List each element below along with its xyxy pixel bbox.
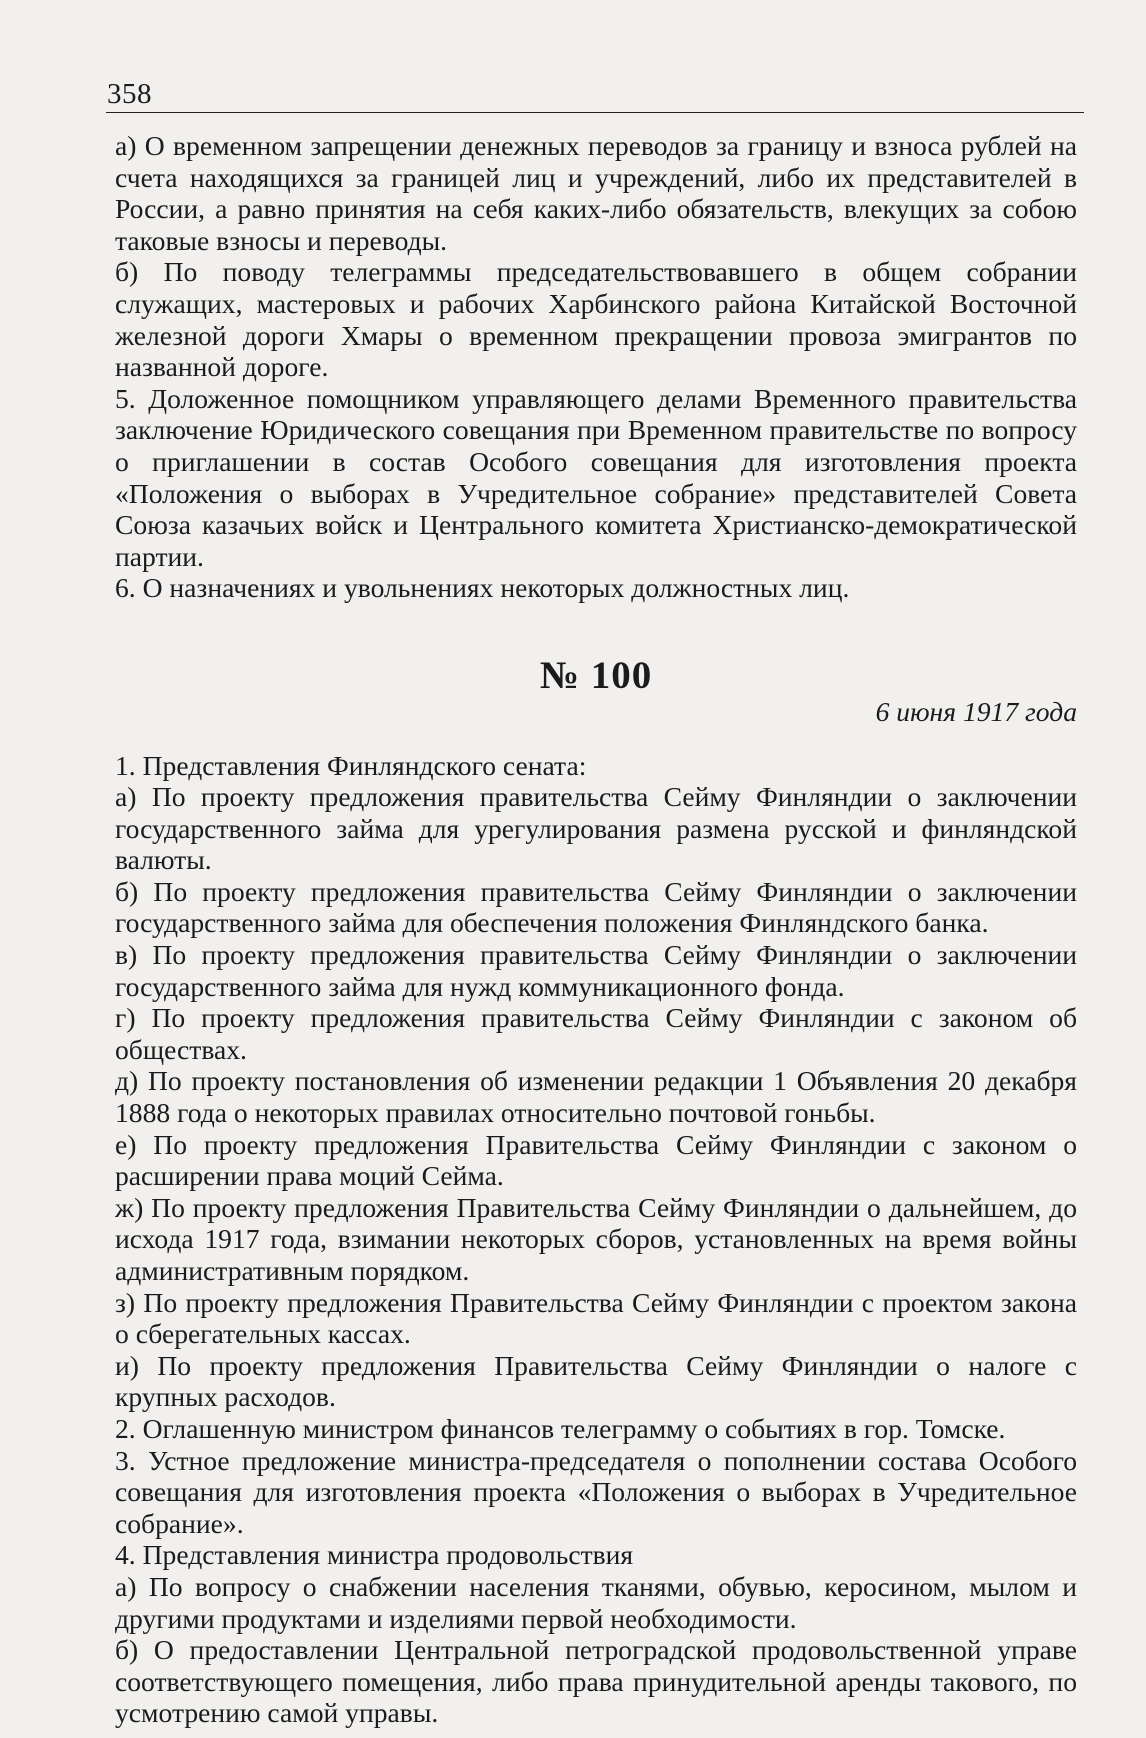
agenda-item-2: 2. Оглашенную министром финансов телеграмму о событиях в гор. Томске.: [115, 1412, 1006, 1444]
agenda-item-1a: а) По проекту предложения правительства Сейму Финляндии о заключении государственного займа для урегулирования размена русской и финляндской валюты.: [115, 781, 1077, 876]
paragraph-intro-a: а) О временном запрещении денежных переводов за границу и взноса рублей на счета находящихся за границей лиц и учреждений, либо их представителей в России, а равно принятия на себя каких-либо обязательств, влекущих за собою таковые взносы и переводы.: [115, 130, 1077, 256]
page-content: [115, 130, 1077, 1729]
paragraph-intro-b: б) По поводу телеграммы председательствовавшего в общем собрании служащих, мастеровых и рабочих Харбинского района Китайской Восточной железной дороги Хмары о временном прекращении провоза эмигрантов по названной дороге.: [115, 256, 1077, 383]
agenda-item-1b: б) По проекту предложения правительства Сейму Финляндии о заключении государственного займа для обеспечения положения Финляндского банка.: [115, 875, 1077, 939]
document-number: № 100: [539, 653, 653, 697]
agenda-item-1c: в) По проекту предложения правительства Сейму Финляндии о заключении государственного займа для нужд коммуникационного фонда.: [115, 939, 1077, 1002]
agenda-item-1: 1. Представления Финляндского сената:: [115, 749, 587, 781]
agenda-item-4b: б) О предоставлении Центральной петроградской продовольственной управе соответствующего помещения, либо права принудительной аренды такового, по усмотрению самой управы.: [115, 1634, 1077, 1729]
paragraph-intro-6: 6. О назначениях и увольнениях некоторых должностных лиц.: [115, 572, 850, 604]
agenda-item-1d: г) По проекту предложения правительства Сейму Финляндии с законом об обществах.: [115, 1002, 1077, 1065]
paragraph-intro-5: 5. Доложенное помощником управляющего делами Временного правительства заключение Юридического совещания при Временном правительстве по вопросу о приглашении в состав Особого совещания для изготовления проекта «Положения о выборах в Учредительное собрание» представителей Совета Союза казачьих войск и Центрального комитета Христианско-демократической партии.: [115, 382, 1077, 572]
agenda-item-1h: з) По проекту предложения Правительства Сейму Финляндии с проектом закона о сберегательных кассах.: [115, 1286, 1077, 1350]
agenda-item-1i: и) По проекту предложения Правительства Сейму Финляндии о налоге с крупных расходов.: [115, 1349, 1077, 1413]
agenda-item-1e: д) По проекту постановления об изменении редакции 1 Объявления 20 декабря 1888 года о некоторых правилах относительно почтовой гоньбы.: [115, 1065, 1077, 1129]
header-rule: [106, 112, 1084, 113]
agenda-item-3: 3. Устное предложение министра-председателя о пополнении состава Особого совещания для изготовления проекта «Положения о выборах в Учредительное собрание».: [115, 1444, 1077, 1539]
agenda-item-1f: е) По проекту предложения Правительства Сейму Финляндии с законом о расширении права моций Сейма.: [115, 1128, 1077, 1192]
agenda-item-1g: ж) По проекту предложения Правительства Сейму Финляндии о дальнейшем, до исхода 1917 года, взимании некоторых сборов, установленных на время войны административным порядком.: [115, 1191, 1077, 1286]
agenda-item-4: 4. Представления министра продовольствия: [115, 1539, 634, 1571]
page-number: 358: [107, 78, 152, 110]
document-date: 6 июня 1917 года: [875, 695, 1077, 727]
agenda-item-4a: а) По вопросу о снабжении населения тканями, обувью, керосином, мылом и другими продуктами и изделиями первой необходимости.: [115, 1570, 1077, 1634]
